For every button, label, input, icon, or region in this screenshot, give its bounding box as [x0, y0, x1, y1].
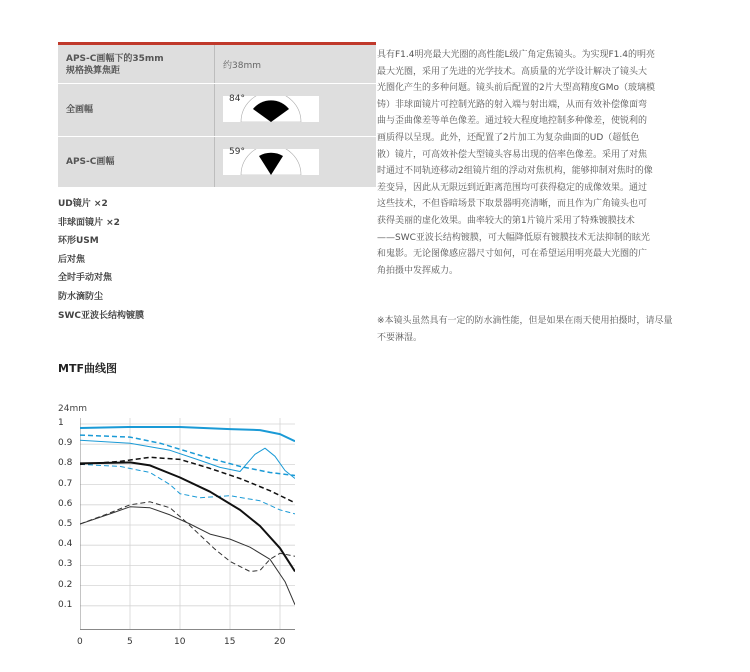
spec-value: 约38mm	[214, 45, 376, 83]
mtf-focal-length: 24mm	[58, 404, 87, 414]
x-tick-label: 15	[224, 637, 236, 647]
y-tick-label: 1	[58, 418, 64, 428]
description-line: 铸）非球面镜片可控制光路的射入端与射出端，从而有效补偿像面弯	[377, 99, 648, 110]
note-line: 不要淋湿。	[377, 332, 423, 343]
angle-label: 59°	[229, 147, 245, 157]
description-line: 最大光圈，采用了先进的光学技术。高质量的光学设计解决了镜头大	[377, 66, 648, 77]
description-line: 曲与歪曲像差等单色像差。通过较大程度地控制多种像差，使锐利的	[377, 116, 648, 127]
spec-value	[214, 84, 376, 136]
description-line: 具有F1.4明亮最大光圈的高性能L级广角定焦镜头。为实现F1.4的明亮	[377, 50, 655, 60]
angle-label: 84°	[229, 94, 245, 104]
spec-label: APS-C画幅	[66, 157, 115, 167]
feature-item: UD镜片 ×2	[58, 199, 108, 209]
description-line: 光圈化产生的多种问题。镜头前后配置的2片大型高精度GMo（玻璃模	[377, 83, 655, 94]
y-tick-label: 0.3	[58, 559, 73, 570]
feature-item: 后对焦	[58, 254, 86, 265]
angle-of-view-diagram	[223, 149, 319, 175]
y-tick-label: 0.9	[58, 438, 73, 449]
spec-label-line-2: 规格换算焦距	[66, 66, 121, 76]
mtf-section-title: MTF曲线图	[58, 362, 117, 375]
description-line: 差变异，因此从无限远到近距离范围均可获得稳定的成像效果。通过	[377, 182, 648, 193]
y-tick-label: 0.5	[58, 519, 73, 529]
description-line: 和鬼影。无论图像感应器尺寸如何，可在希望运用明亮最大光圈的广	[377, 249, 648, 260]
description-line: 画质得以呈现。此外，还配置了2片加工为复杂曲面的UD（超低色	[377, 132, 640, 143]
note-text	[377, 313, 697, 346]
x-tick-label: 5	[127, 637, 133, 647]
y-tick-label: 0.8	[58, 458, 73, 469]
note-line: ※本镜头虽然具有一定的防水滴性能，但是如果在雨天使用拍摄时，请尽量	[377, 316, 673, 326]
spec-label	[58, 45, 214, 83]
y-tick-label: 0.7	[58, 478, 73, 489]
spec-row-full-frame	[58, 84, 376, 137]
spec-table	[58, 42, 376, 188]
feature-item: 非球面镜片 ×2	[58, 217, 120, 228]
feature-item: SWC亚波长结构镀膜	[58, 310, 145, 321]
description-line: ——SWC亚波长结构镀膜，可大幅降低原有镀膜技术无法抑制的眩光	[377, 232, 650, 243]
y-tick-label: 0.6	[58, 498, 73, 509]
description-line: 角拍摄中发挥威力。	[377, 265, 459, 276]
description-line: 散）镜片，可高效补偿大型镜头容易出现的倍率色像差。采用了对焦	[377, 149, 648, 160]
spec-row-focal-equivalent	[58, 45, 376, 84]
x-tick-label: 10	[174, 637, 186, 647]
description-line: 获得美丽的虚化效果。曲率较大的第1片镜片采用了特殊镀膜技术	[377, 215, 635, 226]
x-tick-label: 0	[77, 637, 83, 647]
description-line: 这些技术，不但昏暗场景下取景器明亮清晰，而且作为广角镜头也可	[377, 199, 648, 210]
mtf-chart	[80, 418, 295, 630]
y-tick-label: 0.4	[58, 539, 73, 550]
y-tick-label: 0.1	[58, 599, 73, 610]
spec-label-line-1: APS-C画幅下的35mm	[66, 54, 164, 64]
spec-row-apsc	[58, 137, 376, 188]
description-line: 时通过不同轨迹移动2组镜片组的浮动对焦机构，能够抑制对焦时的像	[377, 166, 653, 177]
description-text	[377, 47, 697, 279]
feature-item: 防水滴防尘	[58, 291, 104, 302]
feature-item: 环形USM	[58, 236, 99, 247]
x-tick-label: 20	[274, 637, 286, 647]
feature-item: 全时手动对焦	[58, 273, 113, 284]
spec-label: 全画幅	[66, 105, 94, 115]
feature-list	[58, 196, 144, 326]
spec-value	[214, 137, 376, 187]
y-tick-label: 0.2	[58, 579, 73, 590]
angle-of-view-diagram	[223, 96, 319, 122]
